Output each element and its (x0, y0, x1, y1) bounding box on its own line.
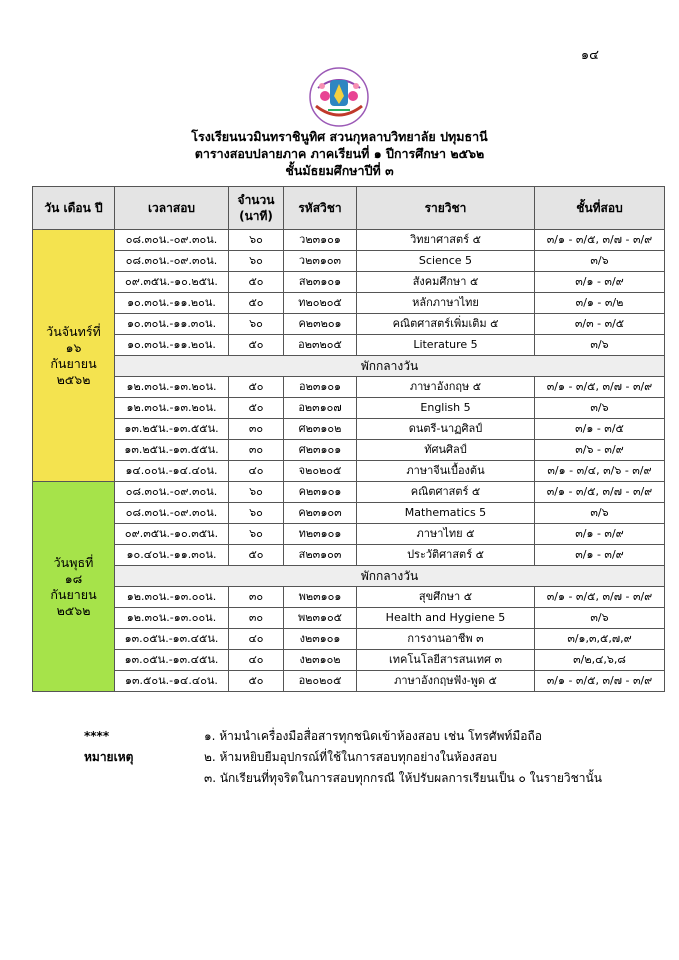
subject-code: ท๒๓๑๐๑ (284, 524, 357, 545)
column-header-duration (229, 187, 284, 230)
subject-name: Health and Hygiene 5 (357, 608, 535, 629)
exam-rooms: ๓/๑ - ๓/๕, ๓/๗ - ๓/๙ (535, 230, 665, 251)
subject-name: ดนตรี-นาฏศิลป์ (357, 419, 535, 440)
table-row (33, 398, 665, 419)
subject-code: อ๒๓๒๐๕ (284, 335, 357, 356)
subject-name: สุขศึกษา ๕ (357, 587, 535, 608)
subject-name: คณิตศาสตร์ ๕ (357, 482, 535, 503)
exam-duration: ๕๐ (229, 398, 284, 419)
duration-header-line2: (นาที) (239, 209, 273, 223)
subject-code: อ๒๓๑๐๑ (284, 377, 357, 398)
lunch-break-label: พักกลางวัน (115, 356, 665, 377)
exam-time: ๑๐.๓๐น.-๑๑.๒๐น. (115, 293, 229, 314)
note-item: ๑. ห้ามนำเครื่องมือสื่อสารทุกชนิดเข้าห้องสอบ เช่น โทรศัพท์มือถือ (204, 729, 542, 743)
exam-rooms: ๓/๖ (535, 608, 665, 629)
exam-duration: ๕๐ (229, 272, 284, 293)
day-date: ๑๖ (65, 339, 82, 355)
subject-code: ศ๒๓๑๐๑ (284, 440, 357, 461)
exam-time: ๑๔.๐๐น.-๑๔.๔๐น. (115, 461, 229, 482)
exam-schedule-table (32, 186, 665, 692)
table-row (33, 545, 665, 566)
day-name: วันพุธที่ (53, 554, 94, 570)
subject-code: ง๒๓๑๐๒ (284, 650, 357, 671)
exam-duration: ๕๐ (229, 335, 284, 356)
table-row (33, 377, 665, 398)
subject-name: ทัศนศิลป์ (357, 440, 535, 461)
exam-duration: ๖๐ (229, 503, 284, 524)
subject-code: ศ๒๓๑๐๒ (284, 419, 357, 440)
column-header-time: เวลาสอบ (115, 187, 229, 230)
subject-name: Mathematics 5 (357, 503, 535, 524)
exam-time: ๑๓.๐๕น.-๑๓.๔๕น. (115, 650, 229, 671)
column-header-day: วัน เดือน ปี (33, 187, 115, 230)
subject-name: ภาษาอังกฤษฟัง-พูด ๕ (357, 671, 535, 692)
subject-name: ภาษาจีนเบื้องต้น (357, 461, 535, 482)
exam-time: ๑๐.๓๐น.-๑๑.๓๐น. (115, 314, 229, 335)
notes-list (204, 726, 679, 789)
exam-rooms: ๓/๑ - ๓/๙ (535, 524, 665, 545)
exam-rooms: ๓/๑ - ๓/๕, ๓/๗ - ๓/๙ (535, 587, 665, 608)
table-row (33, 650, 665, 671)
exam-duration: ๖๐ (229, 251, 284, 272)
table-row (33, 440, 665, 461)
exam-time: ๑๐.๓๐น.-๑๑.๒๐น. (115, 335, 229, 356)
exam-time: ๑๒.๓๐น.-๑๓.๒๐น. (115, 377, 229, 398)
exam-duration: ๖๐ (229, 524, 284, 545)
subject-code: ง๒๓๑๐๑ (284, 629, 357, 650)
exam-duration: ๓๐ (229, 440, 284, 461)
exam-duration: ๖๐ (229, 314, 284, 335)
exam-duration: ๕๐ (229, 671, 284, 692)
exam-rooms: ๓/๑ - ๓/๕, ๓/๗ - ๓/๙ (535, 482, 665, 503)
exam-rooms: ๓/๖ - ๓/๙ (535, 440, 665, 461)
lunch-break-label: พักกลางวัน (115, 566, 665, 587)
table-row (33, 629, 665, 650)
subject-code: ค๒๓๒๐๑ (284, 314, 357, 335)
exam-rooms: ๓/๖ (535, 398, 665, 419)
subject-name: ภาษาอังกฤษ ๕ (357, 377, 535, 398)
table-row (33, 587, 665, 608)
column-header-code: รหัสวิชา (284, 187, 357, 230)
subject-code: จ๒๐๒๐๕ (284, 461, 357, 482)
exam-time: ๐๘.๓๐น.-๐๙.๓๐น. (115, 230, 229, 251)
exam-time: ๐๘.๓๐น.-๐๙.๓๐น. (115, 503, 229, 524)
subject-code: ค๒๓๑๐๑ (284, 482, 357, 503)
exam-rooms: ๓/๑ - ๓/๙ (535, 272, 665, 293)
exam-duration: ๕๐ (229, 377, 284, 398)
table-row (33, 524, 665, 545)
exam-rooms: ๓/๑ - ๓/๒ (535, 293, 665, 314)
document-header (0, 128, 679, 179)
subject-name: เทคโนโลยีสารสนเทศ ๓ (357, 650, 535, 671)
exam-rooms: ๓/๖ (535, 251, 665, 272)
exam-rooms: ๓/๑ - ๓/๕, ๓/๗ - ๓/๙ (535, 671, 665, 692)
day-month: กันยายน (50, 355, 97, 371)
note-item: ๒. ห้ามหยิบยืมอุปกรณ์ที่ใช้ในการสอบทุกอย่างในห้องสอบ (204, 750, 498, 764)
school-emblem-icon (308, 66, 370, 128)
column-header-rooms: ชั้นที่สอบ (535, 187, 665, 230)
exam-duration: ๔๐ (229, 461, 284, 482)
table-row (33, 482, 665, 503)
exam-rooms: ๓/๑,๓,๕,๗,๙ (535, 629, 665, 650)
day-cell-monday (33, 230, 115, 482)
subject-name: ประวัติศาสตร์ ๕ (357, 545, 535, 566)
table-row (33, 272, 665, 293)
table-row (33, 251, 665, 272)
exam-time: ๐๘.๓๐น.-๐๙.๓๐น. (115, 251, 229, 272)
exam-duration: ๖๐ (229, 230, 284, 251)
exam-rooms: ๓/๓ - ๓/๕ (535, 314, 665, 335)
exam-time: ๑๒.๓๐น.-๑๓.๐๐น. (115, 587, 229, 608)
subject-name: Science 5 (357, 251, 535, 272)
subject-code: ว๒๓๑๐๓ (284, 251, 357, 272)
exam-time: ๑๓.๕๐น.-๑๔.๔๐น. (115, 671, 229, 692)
exam-time: ๐๙.๓๕น.-๑๐.๓๕น. (115, 524, 229, 545)
subject-name: English 5 (357, 398, 535, 419)
exam-duration: ๓๐ (229, 587, 284, 608)
day-year: ๒๕๖๒ (56, 371, 91, 387)
subject-name: ภาษาไทย ๕ (357, 524, 535, 545)
exam-duration: ๕๐ (229, 293, 284, 314)
exam-duration: ๓๐ (229, 419, 284, 440)
page-number: ๑๔ (580, 48, 599, 63)
exam-time: ๑๓.๒๕น.-๑๓.๕๕น. (115, 419, 229, 440)
exam-rooms: ๓/๑ - ๓/๕, ๓/๗ - ๓/๙ (535, 377, 665, 398)
duration-header-line1: จำนวน (237, 193, 275, 207)
subject-code: ว๒๓๑๐๑ (284, 230, 357, 251)
subject-name: คณิตศาสตร์เพิ่มเติม ๕ (357, 314, 535, 335)
subject-code: ค๒๓๑๐๓ (284, 503, 357, 524)
subject-name: วิทยาศาสตร์ ๕ (357, 230, 535, 251)
subject-name: หลักภาษาไทย (357, 293, 535, 314)
table-header-row (33, 187, 665, 230)
subject-name: การงานอาชีพ ๓ (357, 629, 535, 650)
subject-code: พ๒๓๑๐๑ (284, 587, 357, 608)
subject-code: อ๒๓๑๐๗ (284, 398, 357, 419)
subject-code: อ๒๐๒๐๕ (284, 671, 357, 692)
table-row (33, 314, 665, 335)
exam-duration: ๕๐ (229, 545, 284, 566)
table-row (33, 503, 665, 524)
table-row (33, 419, 665, 440)
exam-duration: ๓๐ (229, 608, 284, 629)
table-row (33, 335, 665, 356)
table-row (33, 608, 665, 629)
schedule-title: ตารางสอบปลายภาค ภาคเรียนที่ ๑ ปีการศึกษา ๒๕๖๒ (194, 146, 485, 161)
day-cell-wednesday (33, 482, 115, 692)
exam-duration: ๖๐ (229, 482, 284, 503)
grade-level: ชั้นมัธยมศึกษาปีที่ ๓ (285, 163, 394, 178)
subject-name: สังคมศึกษา ๕ (357, 272, 535, 293)
note-item: ๓. นักเรียนที่ทุจริตในการสอบทุกกรณี ให้ปรับผลการเรียนเป็น ๐ ในรายวิชานั้น (204, 771, 602, 785)
exam-time: ๑๒.๓๐น.-๑๓.๒๐น. (115, 398, 229, 419)
lunch-break-row (33, 356, 665, 377)
exam-time: ๐๙.๓๕น.-๑๐.๒๕น. (115, 272, 229, 293)
subject-name: Literature 5 (357, 335, 535, 356)
exam-duration: ๔๐ (229, 650, 284, 671)
exam-rooms: ๓/๖ (535, 335, 665, 356)
table-row (33, 461, 665, 482)
exam-duration: ๔๐ (229, 629, 284, 650)
exam-time: ๐๘.๓๐น.-๐๙.๓๐น. (115, 482, 229, 503)
subject-code: ส๒๓๑๐๑ (284, 272, 357, 293)
exam-rooms: ๓/๑ - ๓/๙ (535, 545, 665, 566)
column-header-subject: รายวิชา (357, 187, 535, 230)
exam-rooms: ๓/๑ - ๓/๔, ๓/๖ - ๓/๙ (535, 461, 665, 482)
subject-code: ท๒๐๒๐๕ (284, 293, 357, 314)
subject-code: พ๒๓๑๐๕ (284, 608, 357, 629)
exam-rooms: ๓/๖ (535, 503, 665, 524)
school-name: โรงเรียนนวมินทราชินูทิศ สวนกุหลาบวิทยาลัย ปทุมธานี (191, 129, 488, 144)
day-month: กันยายน (50, 586, 97, 602)
exam-time: ๑๐.๔๐น.-๑๑.๓๐น. (115, 545, 229, 566)
table-row (33, 671, 665, 692)
exam-rooms: ๓/๒,๔,๖,๘ (535, 650, 665, 671)
table-row (33, 293, 665, 314)
table-row (33, 230, 665, 251)
notes-label: **** หมายเหตุ (84, 729, 134, 764)
lunch-break-row (33, 566, 665, 587)
exam-time: ๑๓.๐๕น.-๑๓.๔๕น. (115, 629, 229, 650)
exam-time: ๑๒.๓๐น.-๑๓.๐๐น. (115, 608, 229, 629)
day-date: ๑๘ (64, 570, 83, 586)
exam-time: ๑๓.๒๕น.-๑๓.๕๕น. (115, 440, 229, 461)
exam-rooms: ๓/๑ - ๓/๕ (535, 419, 665, 440)
subject-code: ส๒๓๑๐๓ (284, 545, 357, 566)
day-name: วันจันทร์ที่ (46, 323, 101, 339)
day-year: ๒๕๖๒ (56, 602, 91, 618)
